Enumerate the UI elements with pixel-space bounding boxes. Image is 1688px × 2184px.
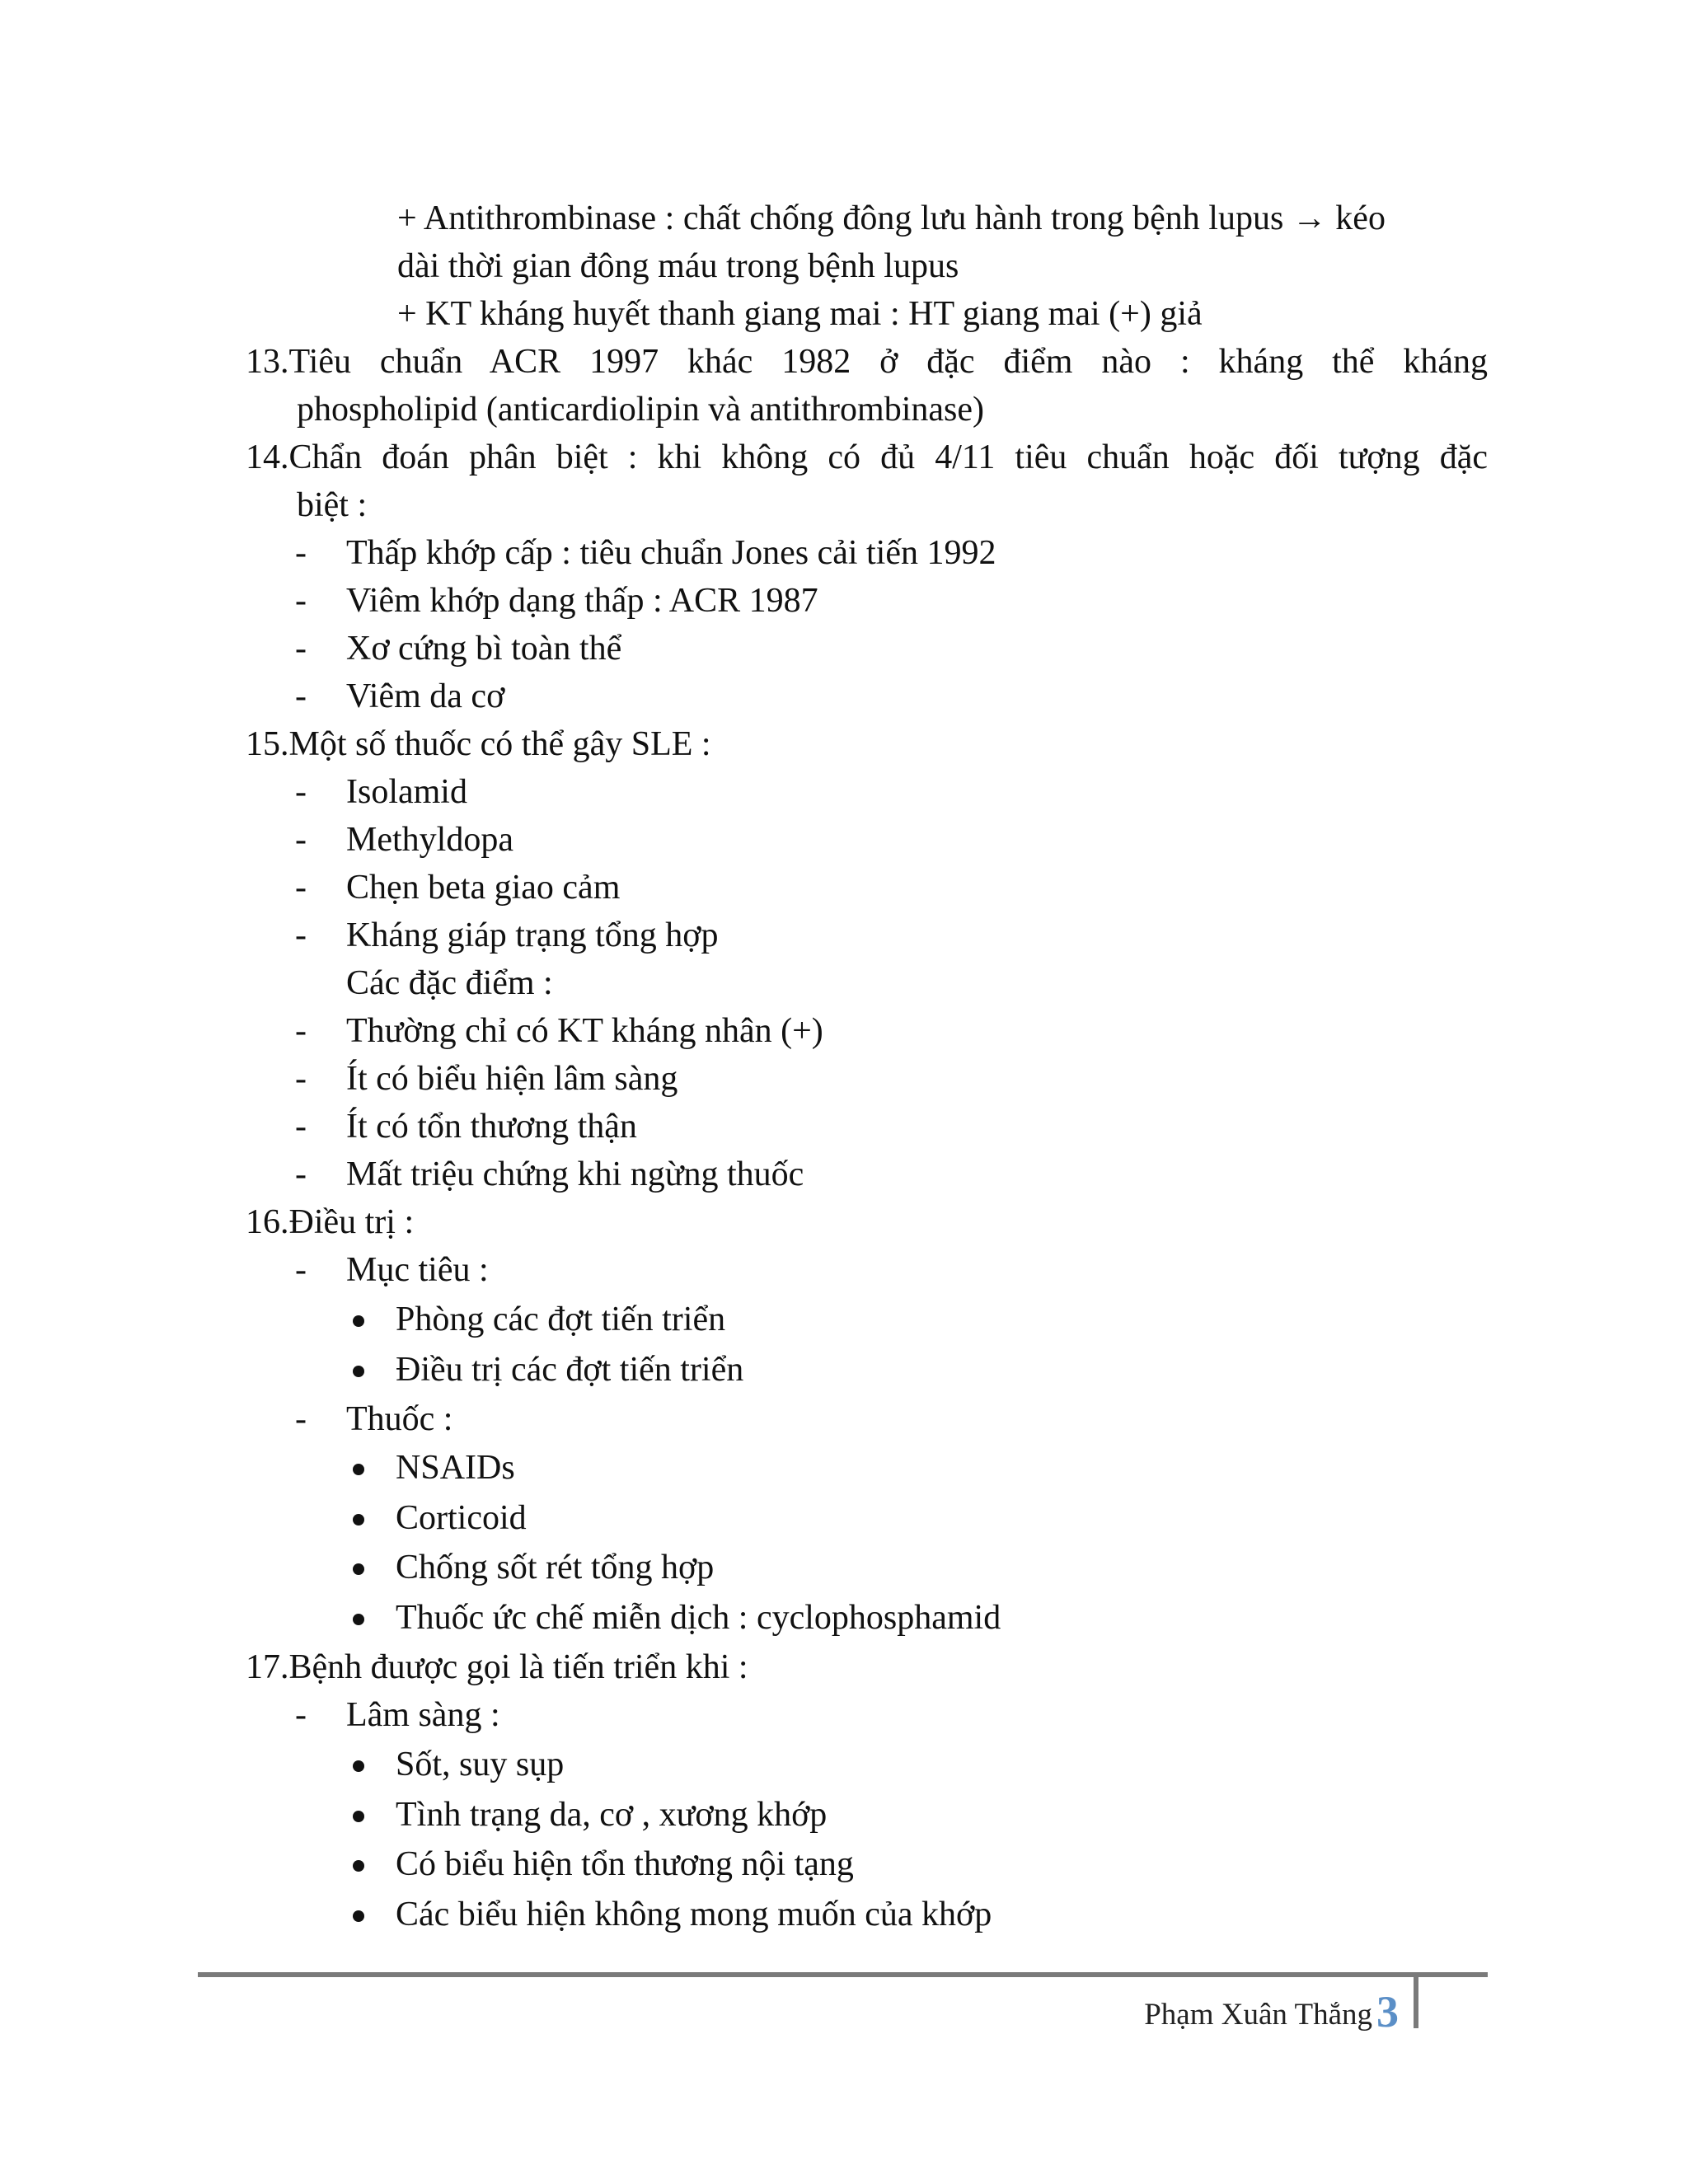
list-item-text: Lâm sàng : — [346, 1696, 500, 1734]
text-line: phospholipid (anticardiolipin và antithrombinase) — [297, 391, 984, 429]
list-item-text: Isolamid — [346, 773, 467, 811]
bullet-marker — [353, 1514, 364, 1526]
bullet-marker — [353, 1811, 364, 1822]
list-item-text: Thường chỉ có KT kháng nhân (+) — [346, 1012, 823, 1050]
bullet-marker — [353, 1563, 364, 1575]
bullet-marker — [353, 1315, 364, 1327]
list-item-text: Thuốc ức chế miễn dịch : cyclophosphamid — [396, 1599, 1001, 1637]
footer-author: Phạm Xuân Thắng — [1144, 1998, 1372, 2032]
list-item-text: Tình trạng da, cơ , xương khớp — [396, 1796, 828, 1834]
dash-marker: - — [295, 1155, 307, 1193]
list-item-text: Chống sốt rét tổng hợp — [396, 1549, 715, 1586]
list-item-text: Mất triệu chứng khi ngừng thuốc — [346, 1155, 804, 1193]
list-item-text: Các biểu hiện không mong muốn của khớp — [396, 1896, 992, 1933]
list-item-text: Điều trị các đợt tiến triển — [396, 1351, 744, 1389]
footer-rule — [198, 1972, 1488, 1977]
paragraph-line: 14.Chẩn đoán phân biệt : khi không có đủ 4/11 tiêu chuẩn hoặc đối tượng đặc — [246, 438, 1488, 476]
paragraph-line: 13.Tiêu chuẩn ACR 1997 khác 1982 ở đặc điểm nào : kháng thể kháng — [246, 343, 1488, 381]
text-line: Các đặc điểm : — [346, 964, 553, 1002]
list-item-text: Viêm da cơ — [346, 677, 505, 715]
dash-marker: - — [295, 534, 307, 572]
page-number: 3 — [1376, 1987, 1399, 2036]
dash-marker: - — [295, 869, 307, 907]
list-item-text: Ít có biểu hiện lâm sàng — [346, 1060, 678, 1098]
text-line: 16.Điều trị : — [246, 1203, 415, 1241]
list-item-text: Methyldopa — [346, 821, 513, 859]
bullet-marker — [353, 1760, 364, 1772]
bullet-marker — [353, 1464, 364, 1475]
list-item-text: Xơ cứng bì toàn thể — [346, 630, 622, 668]
dash-marker: - — [295, 821, 307, 859]
text-line: 15.Một số thuốc có thể gây SLE : — [246, 725, 711, 763]
list-item-text: NSAIDs — [396, 1449, 515, 1487]
text-line: + Antithrombinase : chất chống đông lưu hành trong bệnh lupus → kéo — [397, 199, 1386, 237]
footer-vertical-rule — [1414, 1977, 1418, 2028]
list-item-text: Kháng giáp trạng tổng hợp — [346, 916, 719, 954]
bullet-marker — [353, 1910, 364, 1922]
text-line: 17.Bệnh đuược gọi là tiến triển khi : — [246, 1648, 748, 1686]
dash-marker: - — [295, 1108, 307, 1146]
list-item-text: Thấp khớp cấp : tiêu chuẩn Jones cải tiến 1992 — [346, 534, 996, 572]
list-item-text: Corticoid — [396, 1499, 527, 1537]
text-line: dài thời gian đông máu trong bệnh lupus — [397, 247, 959, 285]
dash-marker: - — [295, 1251, 307, 1289]
list-item-text: Thuốc : — [346, 1400, 453, 1438]
dash-marker: - — [295, 630, 307, 668]
dash-marker: - — [295, 1012, 307, 1050]
dash-marker: - — [295, 1400, 307, 1438]
dash-marker: - — [295, 1060, 307, 1098]
dash-marker: - — [295, 916, 307, 954]
bullet-marker — [353, 1614, 364, 1625]
list-item-text: Ít có tổn thương thận — [346, 1108, 637, 1146]
text-line: + KT kháng huyết thanh giang mai : HT giang mai (+) giả — [397, 295, 1203, 333]
list-item-text: Chẹn beta giao cảm — [346, 869, 621, 907]
list-item-text: Mục tiêu : — [346, 1251, 489, 1289]
list-item-text: Phòng các đợt tiến triển — [396, 1301, 726, 1338]
text-line: biệt : — [297, 486, 368, 524]
dash-marker: - — [295, 773, 307, 811]
dash-marker: - — [295, 677, 307, 715]
list-item-text: Sốt, suy sụp — [396, 1746, 565, 1783]
bullet-marker — [353, 1366, 364, 1377]
dash-marker: - — [295, 582, 307, 620]
list-item-text: Có biểu hiện tổn thương nội tạng — [396, 1845, 854, 1883]
bullet-marker — [353, 1860, 364, 1872]
dash-marker: - — [295, 1696, 307, 1734]
list-item-text: Viêm khớp dạng thấp : ACR 1987 — [346, 582, 818, 620]
